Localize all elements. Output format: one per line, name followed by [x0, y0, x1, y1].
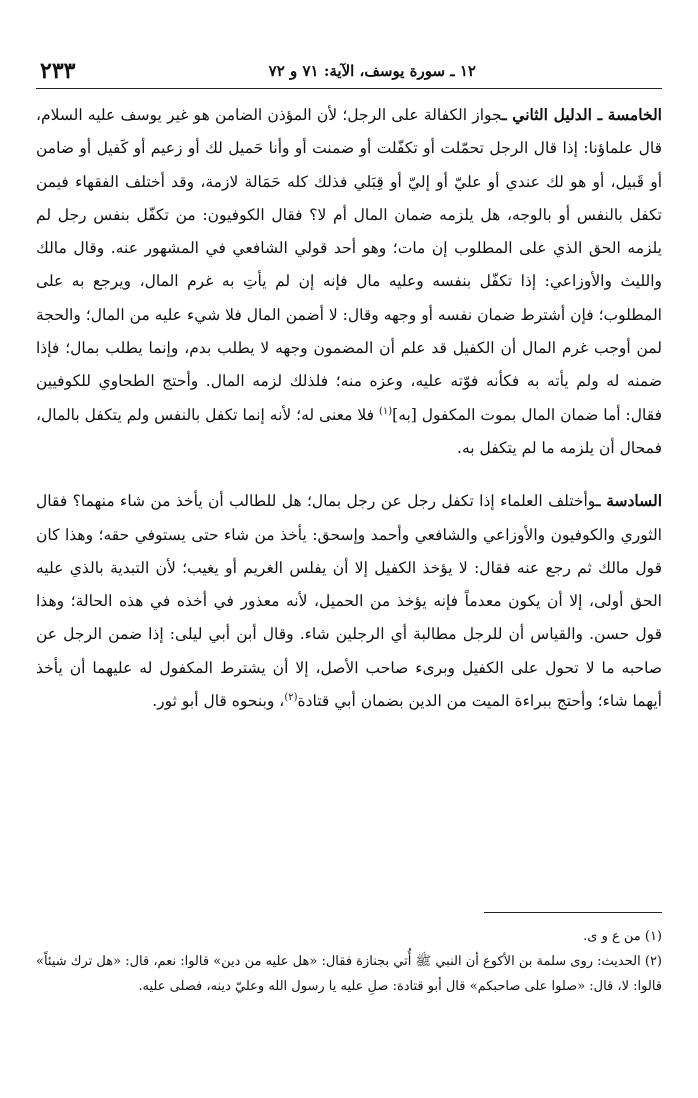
book-page: [36, 0, 662, 1098]
paragraph-heading: الخامسة ـ الدليل الثاني ـ: [502, 105, 662, 124]
paragraph-heading: السادسة ـ: [595, 491, 662, 511]
footnote-item: (١) من ع و ى.: [583, 929, 662, 944]
header-title: ١٢ ـ سورة يوسف، الآية: ٧١ و ٧٢: [268, 62, 476, 80]
paragraph-sixth: [36, 484, 662, 718]
footnote-separator: [484, 912, 662, 913]
paragraph-text-continued: فلا معنى له؛ لأنه إنما تكفل بالنفس ولم يتكفل بالمال، فمحال أن يلزمه ما لم يتكفل به.: [36, 405, 662, 457]
main-text: [36, 98, 662, 718]
page-number: ٢٣٣: [40, 58, 76, 84]
footnote-reference[interactable]: (١): [378, 405, 393, 417]
paragraph-text-continued: ، وبنحوه قال أبو ثور.: [152, 692, 285, 711]
paragraph-text: وأختلف العلماء إذا تكفل رجل عن رجل بمال؛ هل للطالب أن يأخذ من شاء منهما؟ فقال الثوري والكوفيون والأوزاعي والشافعي وأحمد وإسحق: يأخذ من شاء حتى يستوفي حقه؛ وهذا كان قول مالك ثم رجع عنه فقال: لا يؤخذ الكفيل إلا أن يفلس الغريم أو يغيب؛ لأن التبدية بالذي عليه الحق أولى، إلا أن يكون معدماً فإنه يؤخذ من الحميل، لأنه معذور في أخذه في هذه الحالة؛ وهذا قول حسن. والقياس أن للرجل مطالبة أي الرجلين شاء. وقال أبن أبي ليلى: إذا ضمن الرجل عن صاحبه ما لا تحول على الكفيل وبرىء صاحب الأصل، إلا أن يشترط المكفول له عليهما أن يأخذ أيهما شاء؛ وأحتج ببراءة الميت من الدين بضمان أبي قتادة: [36, 492, 662, 711]
footnote-item: (٢) الحديث: روى سلمة بن الأكوع أن النبي ﷺ أُتي بجنازة فقال: «هل عليه من دين» قالوا: نعم، قال: «هل ترك شيئاً» قالوا: لا، قال: «صلوا على صاحبكم» قال أبو قتادة: صلِ عليه يا رسول الله وعليّ دينه، فصلى عليه.: [36, 954, 662, 994]
footnotes: [36, 924, 662, 999]
paragraph-text: جواز الكفالة على الرجل؛ لأن المؤذن الضامن هو غير يوسف عليه السلام، قال علماؤنا: إذا قال الرجل تحمّلت أو تكفّلت أو ضمنت أو وأنا حَميل لك أو زعيم أو كَفيل أو ضامن أو قَبيل، أو هو لك عندي أو عليّ أو إليّ أو قِبَلي فذلك كله حَمَالة لازمة، وقد أختلف الفقهاء فيمن تكفل بالنفس أو بالوجه، هل يلزمه ضمان المال أم لا؟ فقال الكوفيون: من تكفّل بنفس رجل لم يلزمه الحق الذي على المطلوب إن مات؛ وهو أحد قولي الشافعي في المشهور عنه. وقال مالك والليث والأوزاعي: إذا تكفّل بنفسه وعليه مال فإنه إن لم يأتِ به غرم المال، ويرجع به على المطلوب؛ فإن أشترط ضمان نفسه أو وجهه وقال: لا أضمن المال فلا شيء عليه من المال؛ والحجة لمن أوجب غرم المال أن الكفيل قد علم أن المضمون وجهه لا يطلب بدم، وإنما يطلب بمال؛ فإذا ضمنه له ولم يأته به فكأنه فوّته عليه، وعزه منه؛ فلذلك لزمه المال. وأحتج الطحاوي للكوفيين فقال: أما ضمان المال بموت المكفول [به]: [36, 106, 662, 424]
paragraph-fifth: [36, 98, 662, 465]
footnote-reference[interactable]: (٢): [284, 691, 298, 703]
running-header: [36, 58, 662, 89]
